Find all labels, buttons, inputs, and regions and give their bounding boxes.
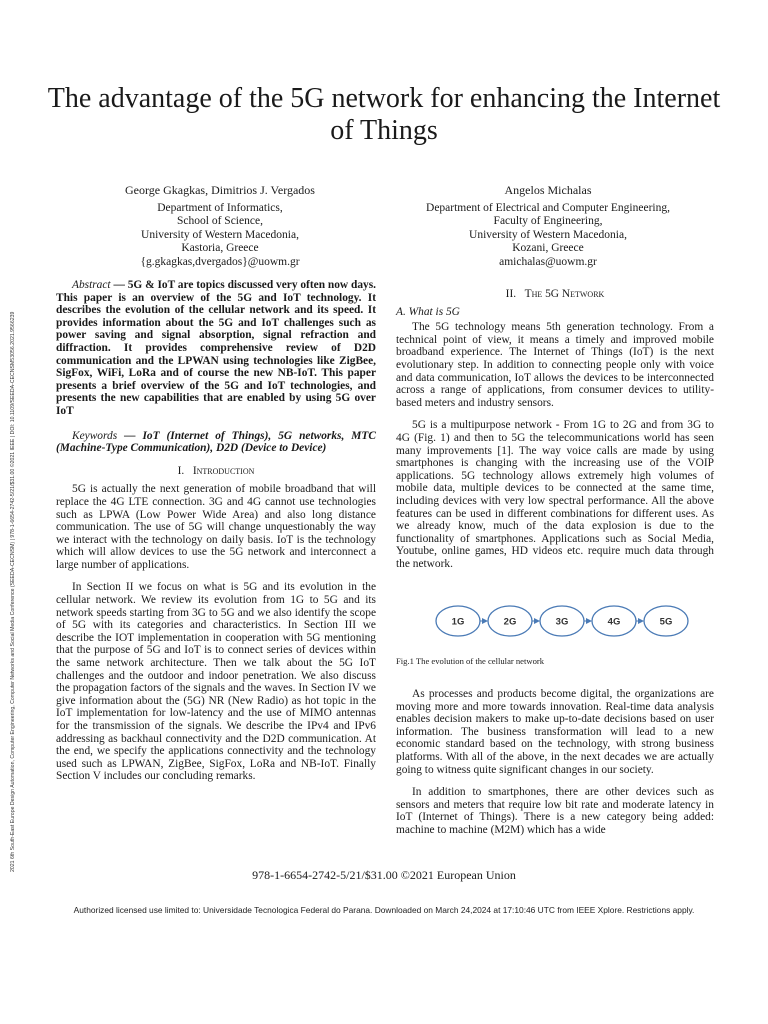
affiliation-line: Department of Electrical and Computer Engineering, [426,201,670,214]
body-paragraph: 5G is a multipurpose network - From 1G to 2G and from 3G to 4G (Fig. 1) and then to 5G the telecommunications world has seen many improvements [1]. The way voice calls are made by using smartphones is changing with the increasing use of the VOIP applications. 5G technology allows extremely high volumes of mobile data, multiple devices to be connected at the same time, including devices with very low spectral performance. All the above features can be used in different combinations for different uses. As we already know, much of the data explosion is due to the functionality of smartphones. Applications such as Social Media, Youtube, online games, HD videos etc. require much data through the network. [396,419,714,570]
generation-label: 5G [659,616,673,628]
figure-caption: Fig.1 The evolution of the cellular network [396,656,545,666]
generation-label: 3G [555,616,569,628]
author-block-left [100,184,340,269]
body-paragraph: In addition to smartphones, there are other devices such as sensors and meters that require low bit rate and moderate latency in IoT (Internet of Things). There is a new category being added: machine to machine (M2M) which has a wide [396,786,714,836]
affiliation-line: University of Western Macedonia, [141,228,299,241]
left-column [56,279,376,783]
affiliation-line: University of Western Macedonia, [469,228,627,241]
subsection-heading-what-is-5g: A. What is 5G [396,305,460,318]
abstract [56,279,376,418]
body-paragraph: The 5G technology means 5th generation technology. From a technical point of view, it means a timely and improved mobile broadband experience. The Internet of Things (IoT) is the next evolutionary step. In addition to connecting people only with voice and data communication, IoT allows the devices to be interconnected across a range of applications, from consumer devices to utility-based meters and industry sensors. [396,321,714,409]
body-paragraph: As processes and products become digital, the organizations are moving more and more towards innovation. Real-time data analysis enables decision makers to make up-to-date decisions based on user information. The business transformation will lead to a new economic standard based on the technology, with strong business platforms. With all of the above, in the next decades we are actually going to witness quite significant changes in our society. [396,688,714,776]
intro-paragraph: In Section II we focus on what is 5G and its evolution in the cellular network. We review its evolution from 1G to 5G and its network speeds starting from 3G to 5G and we also identify the scope of 5G with its categories and characteristics. In Section III we describe the IOT implementation in cooperation with 5G mentioning that the purpose of 5G and IoT is to connect series of devices within the same network architecture. Then we talk about the 5G IoT challenges and the outdoor and indoor penetration. We also discuss the propagation factors of the signals and the waves. In Section IV we give information about the (5G) NR (New Radio) as hot topic in the IoT implementation for low-latency and the use of MIMO antennas for the transmission of the signals. We describe the IPv4 and IPv6 addressing as backhaul connectivity and the D2D communication. At the end, we specify the applications connectivity and the technology used such as LPWAN, ZigBee, SigFox, LoRa and NB-IoT. Finally Section V includes our concluding remarks. [56,581,376,783]
license-notice: Authorized licensed use limited to: Universidade Tecnologica Federal do Parana. Downloaded on March 24,2024 at 17:10:46 UTC from IEEE Xplore. Restrictions apply. [73,905,695,915]
keywords-label: Keywords [72,429,118,442]
affiliation-line: Kozani, Greece [512,242,584,254]
figure-cellular-evolution [432,602,702,640]
section-heading-5g-network: II. The 5G Network [505,288,605,300]
evolution-diagram [432,602,702,640]
abstract-label: Abstract [72,279,111,291]
right-column [396,288,714,570]
abstract-text: — 5G & IoT are topics discussed very often now days. This paper is an overview of the 5G and IoT technology. It describes the evolution of the cellular network and its speed. It provides information about the 5G and IoT challenges such as power saving and signal absorption, signal refraction and diffraction. It provides comprehensive review of D2D communication and the LPWAN using technologies like ZigBee, SigFox, WiFi, LoRa and of course the new NB-IoT. This paper presents a brief overview of the 5G and IoT technologies, and presents the new capabilities that are enabled by using 5G over IoT [56,279,376,417]
generation-label: 1G [451,616,465,628]
affiliation-line: Faculty of Engineering, [493,215,603,227]
section-heading-introduction: I. Introduction [177,464,255,477]
intro-paragraph: 5G is actually the next generation of mobile broadband that will replace the 4G LTE connection. 3G and 4G cannot use technologies such as LPWA (Low Power Wide Area) and also long distance communication. The use of 5G will change unquestionably the way we interact with the technology on daily basis. IoT is the technology which will allow devices to use the 5G network and interconnect a large number of applications. [56,483,376,571]
generation-label: 2G [503,616,517,628]
doi-sidebar [5,180,15,880]
author-names: George Gkagkas, Dimitrios J. Vergados [125,183,315,197]
affiliation-line: Kastoria, Greece [181,242,259,254]
affiliation-line: School of Science, [177,215,263,227]
keywords-text: — IoT (Internet of Things), 5G networks, MTC (Machine-Type Communication), D2D (Device to Device) [56,429,376,455]
generation-label: 4G [607,616,621,628]
keywords [56,430,376,455]
affiliation-line: Department of Informatics, [157,201,283,214]
author-names: Angelos Michalas [504,183,592,197]
paper-title: The advantage of the 5G network for enhancing the Internet of Things [47,82,721,146]
author-email[interactable]: amichalas@uowm.gr [499,255,597,268]
author-email[interactable]: {g.gkagkas,dvergados}@uowm.gr [140,255,300,268]
right-column-continued [396,688,714,837]
doi-sidebar-text: 2021 6th South-East Europe Design Automation, Computer Engineering, Computer Networks and Social Media Conference (SEEDA-CECNSM) | 978-1-6654-2742-5/21/$31.00 ©2021 IEEE | DOI: 10.1109/SEEDA-CECNSM53056.2021.9566239 [10,311,16,872]
copyright-footer: 978-1-6654-2742-5/21/$31.00 ©2021 European Union [252,868,516,882]
author-block-right [398,184,698,269]
